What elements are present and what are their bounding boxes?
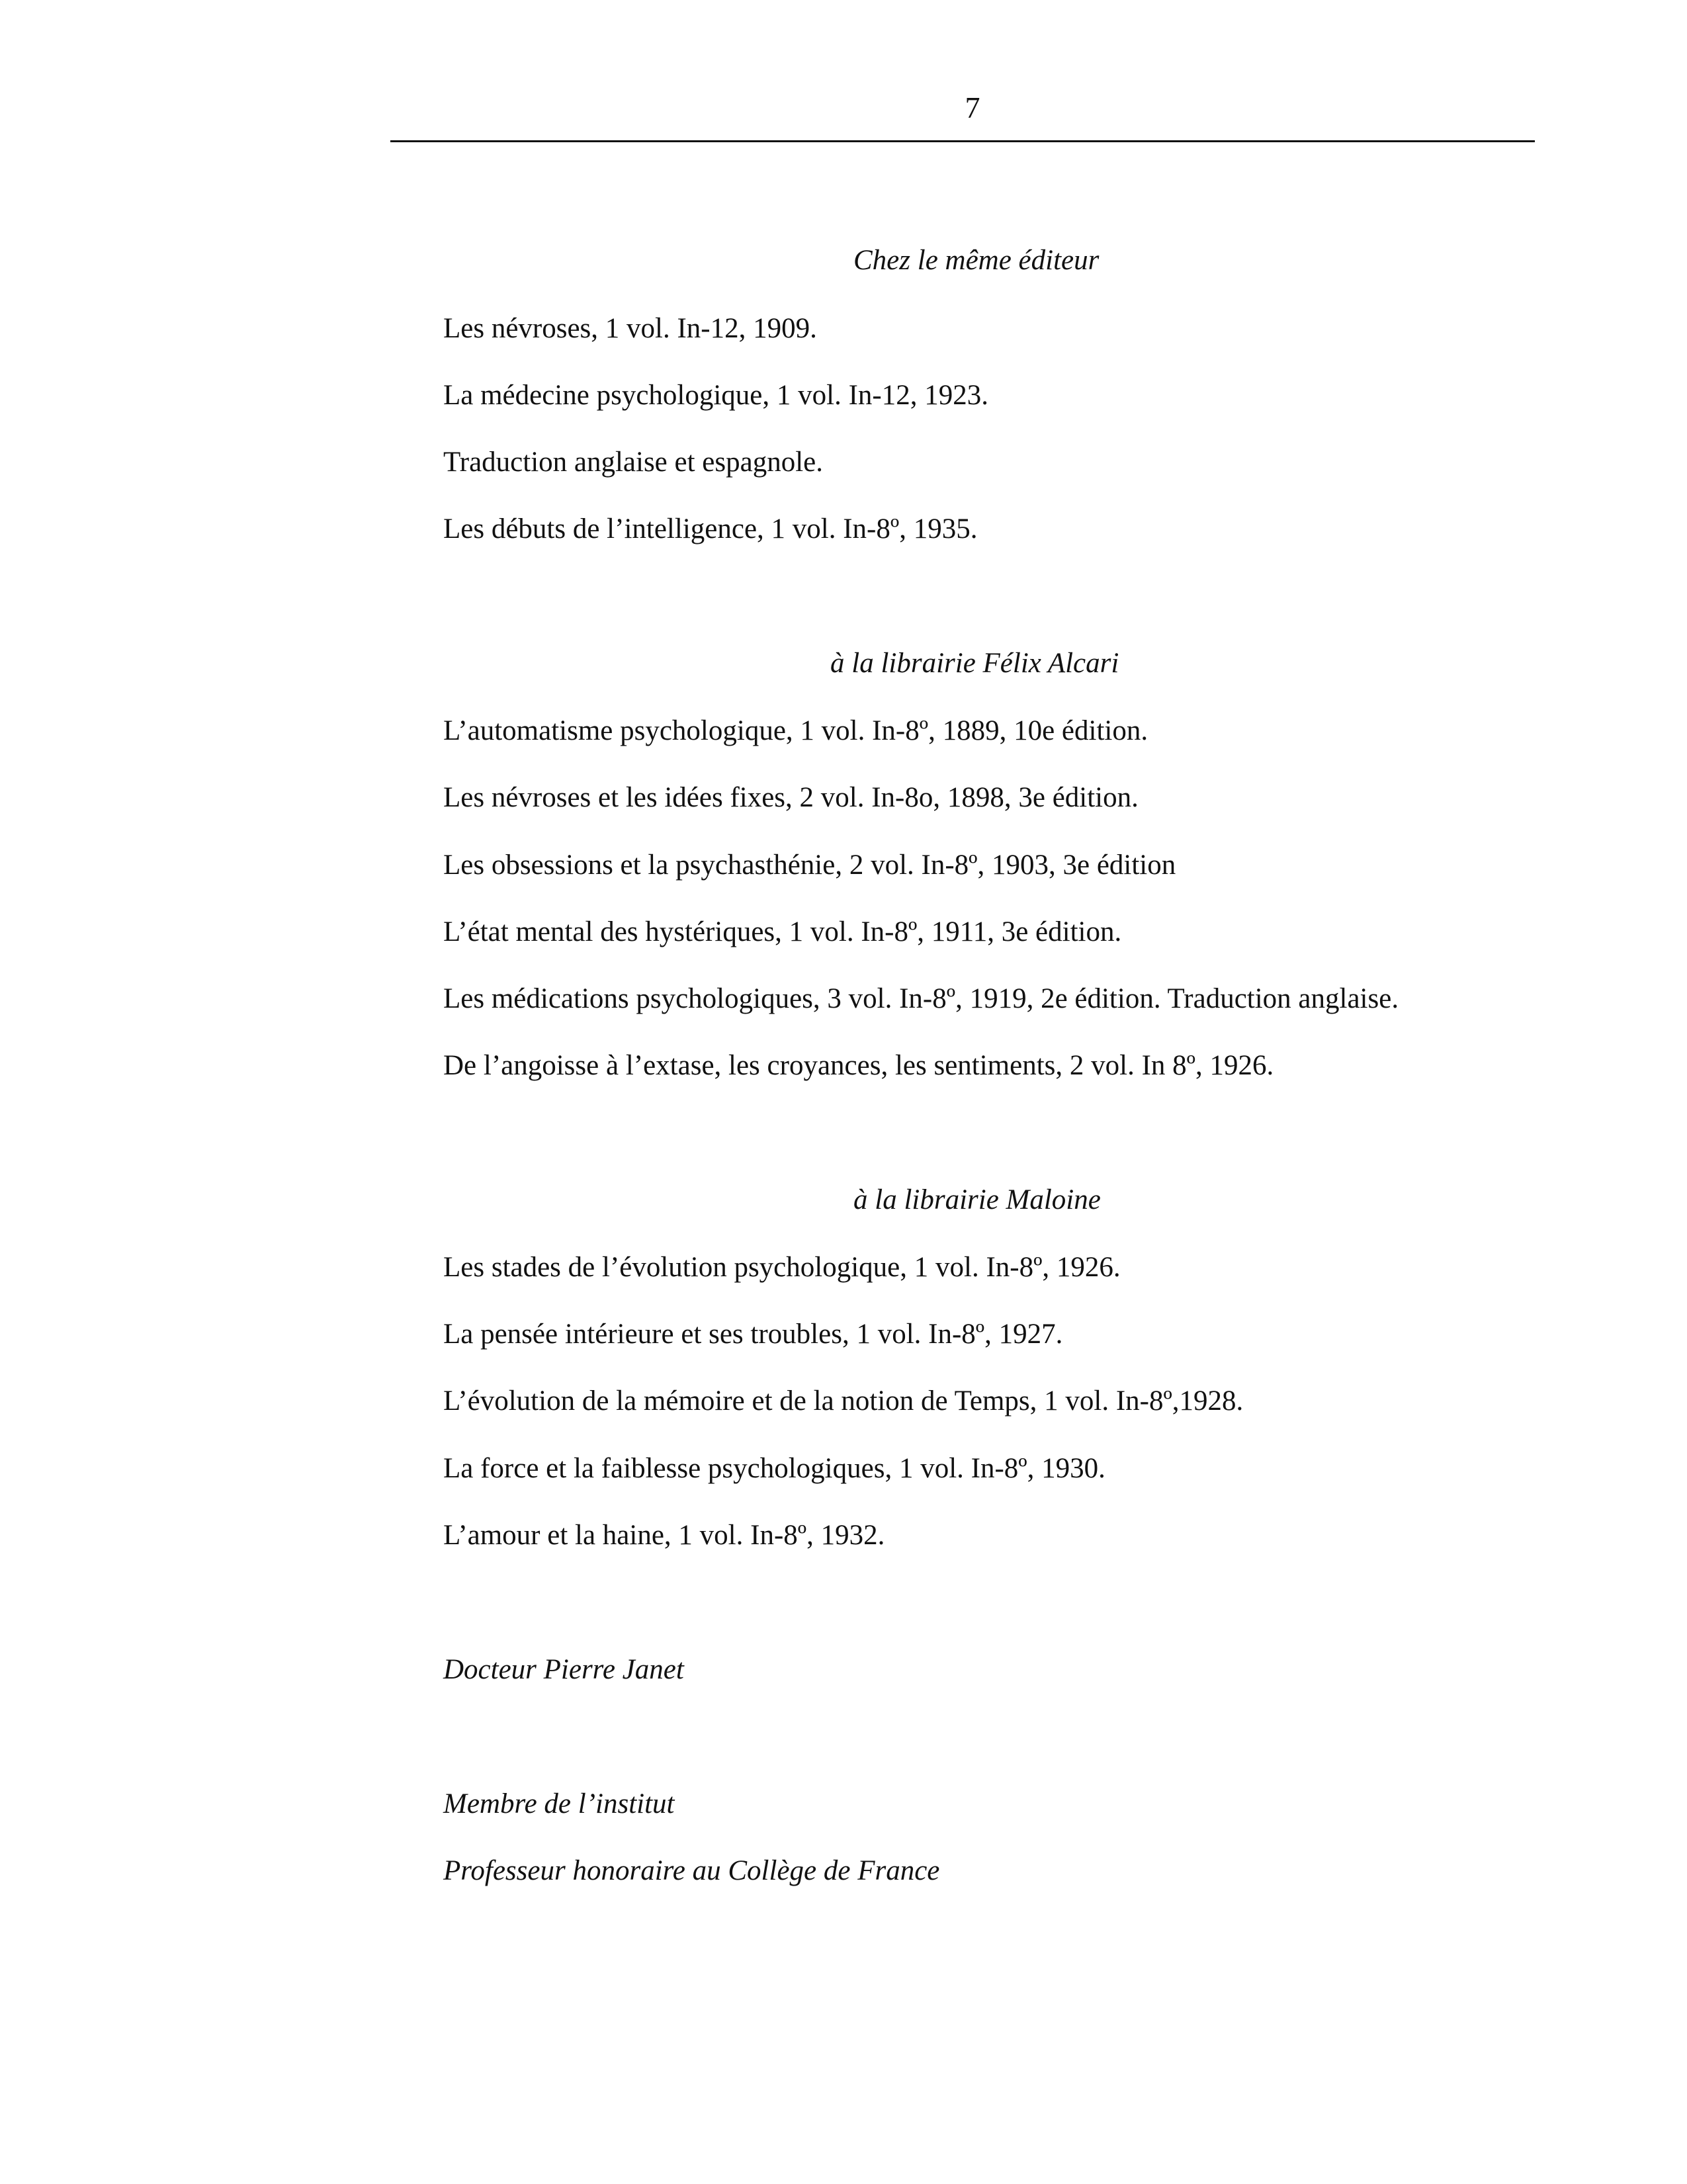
section-heading-same-publisher: Chez le même éditeur: [853, 245, 1100, 276]
author-title: Membre de l’institut: [443, 1788, 675, 1819]
header-rule: [390, 140, 1535, 142]
list-item: Les névroses et les idées fixes, 2 vol. In-8o, 1898, 3e édition.: [443, 782, 1139, 813]
list-item: Les débuts de l’intelligence, 1 vol. In-8º, 1935.: [443, 513, 978, 545]
list-item: Les médications psychologiques, 3 vol. In-8º, 1919, 2e édition. Traduction anglaise.: [443, 983, 1399, 1014]
list-item: L’état mental des hystériques, 1 vol. In-8º, 1911, 3e édition.: [443, 916, 1122, 947]
list-item: La médecine psychologique, 1 vol. In-12, 1923.: [443, 380, 988, 411]
list-item: L’amour et la haine, 1 vol. In-8º, 1932.: [443, 1520, 885, 1551]
list-item: Les stades de l’évolution psychologique, 1 vol. In-8º, 1926.: [443, 1252, 1121, 1283]
section-heading-maloine: à la librairie Maloine: [853, 1184, 1101, 1215]
list-item: Traduction anglaise et espagnole.: [443, 447, 823, 478]
list-item: La force et la faiblesse psychologiques, 1 vol. In-8º, 1930.: [443, 1453, 1105, 1484]
list-item: De l’angoisse à l’extase, les croyances, les sentiments, 2 vol. In 8º, 1926.: [443, 1050, 1274, 1081]
page-number: 7: [965, 91, 980, 124]
list-item: L’évolution de la mémoire et de la notion de Temps, 1 vol. In-8º,1928.: [443, 1385, 1244, 1417]
author-name: Docteur Pierre Janet: [443, 1654, 684, 1685]
section-heading-felix-alcan: à la librairie Félix Alcari: [830, 648, 1119, 679]
list-item: L’automatisme psychologique, 1 vol. In-8º, 1889, 10e édition.: [443, 715, 1148, 746]
list-item: Les obsessions et la psychasthénie, 2 vol. In-8º, 1903, 3e édition: [443, 850, 1176, 881]
list-item: La pensée intérieure et ses troubles, 1 vol. In-8º, 1927.: [443, 1319, 1063, 1350]
author-title: Professeur honoraire au Collège de France: [443, 1855, 940, 1886]
list-item: Les névroses, 1 vol. In-12, 1909.: [443, 313, 817, 344]
